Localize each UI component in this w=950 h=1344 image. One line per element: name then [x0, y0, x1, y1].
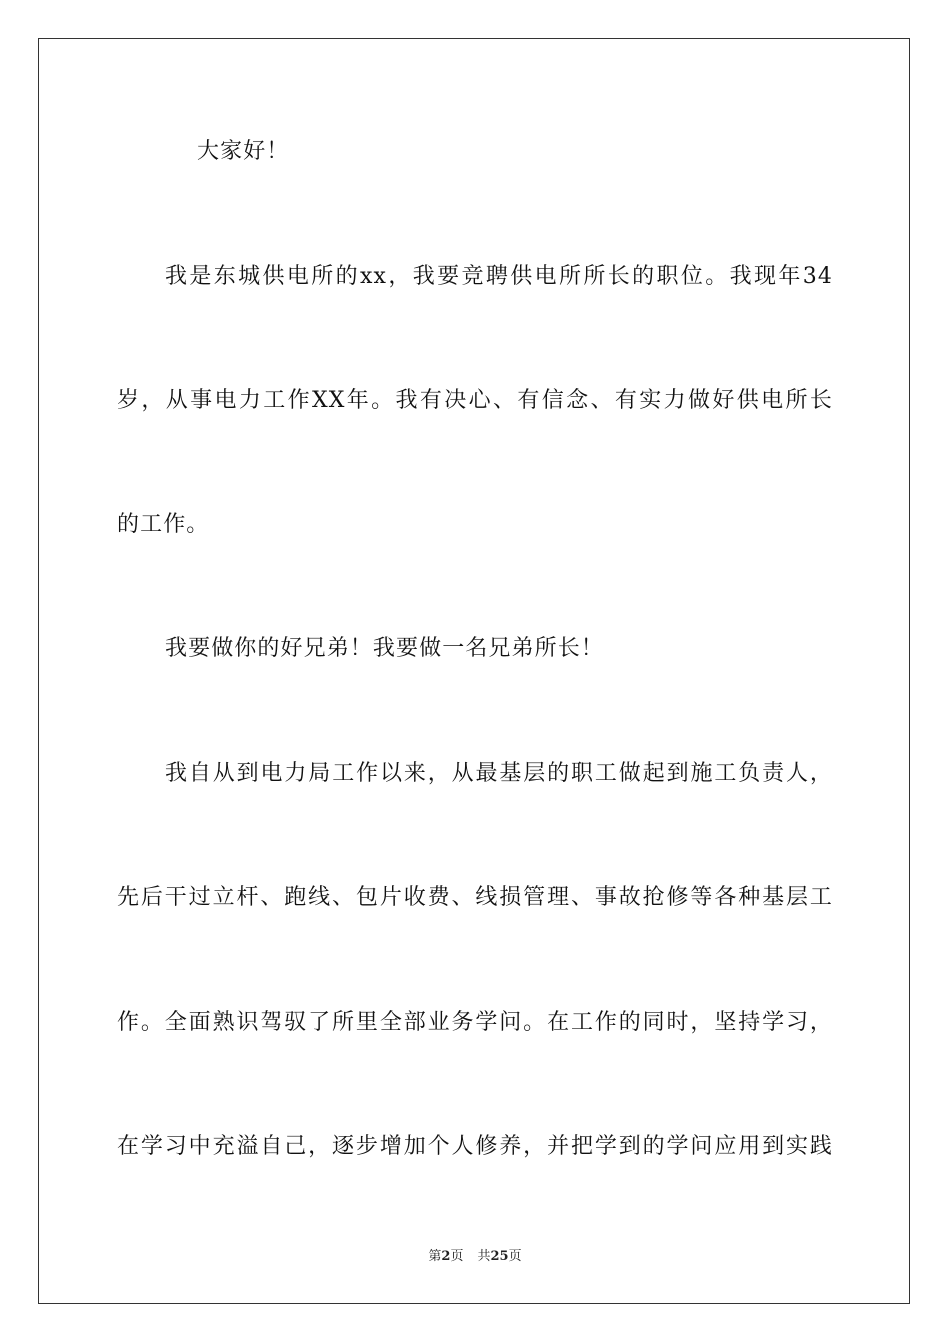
- page-prefix: 第: [428, 1249, 442, 1264]
- total-suffix: 页: [508, 1249, 522, 1264]
- paragraph-line: 岁，从事电力工作XX年。我有决心、有信念、有实力做好供电所长: [117, 388, 833, 413]
- total-pages: 25: [490, 1249, 509, 1264]
- paragraph-line: 先后干过立杆、跑线、包片收费、线损管理、事故抢修等各种基层工: [117, 885, 833, 910]
- paragraph-line: 我要做你的好兄弟！我要做一名兄弟所长！: [165, 636, 604, 661]
- paragraph-line: 我是东城供电所的xx，我要竞聘供电所所长的职位。我现年34: [165, 264, 833, 289]
- total-prefix: 共: [477, 1249, 491, 1264]
- paragraph-line: 在学习中充溢自己，逐步增加个人修养，并把学到的学问应用到实践: [117, 1134, 833, 1159]
- paragraph-line: 作。全面熟识驾驭了所里全部业务学问。在工作的同时，坚持学习，: [117, 1010, 833, 1035]
- page-number: 2: [441, 1249, 451, 1264]
- page-border: [38, 38, 910, 1304]
- greeting-line: 大家好！: [197, 139, 290, 164]
- page-suffix: 页: [450, 1249, 464, 1264]
- paragraph-line: 的工作。: [117, 512, 210, 537]
- paragraph-line: 我自从到电力局工作以来，从最基层的职工做起到施工负责人，: [165, 761, 833, 786]
- page-footer: [0, 1248, 950, 1266]
